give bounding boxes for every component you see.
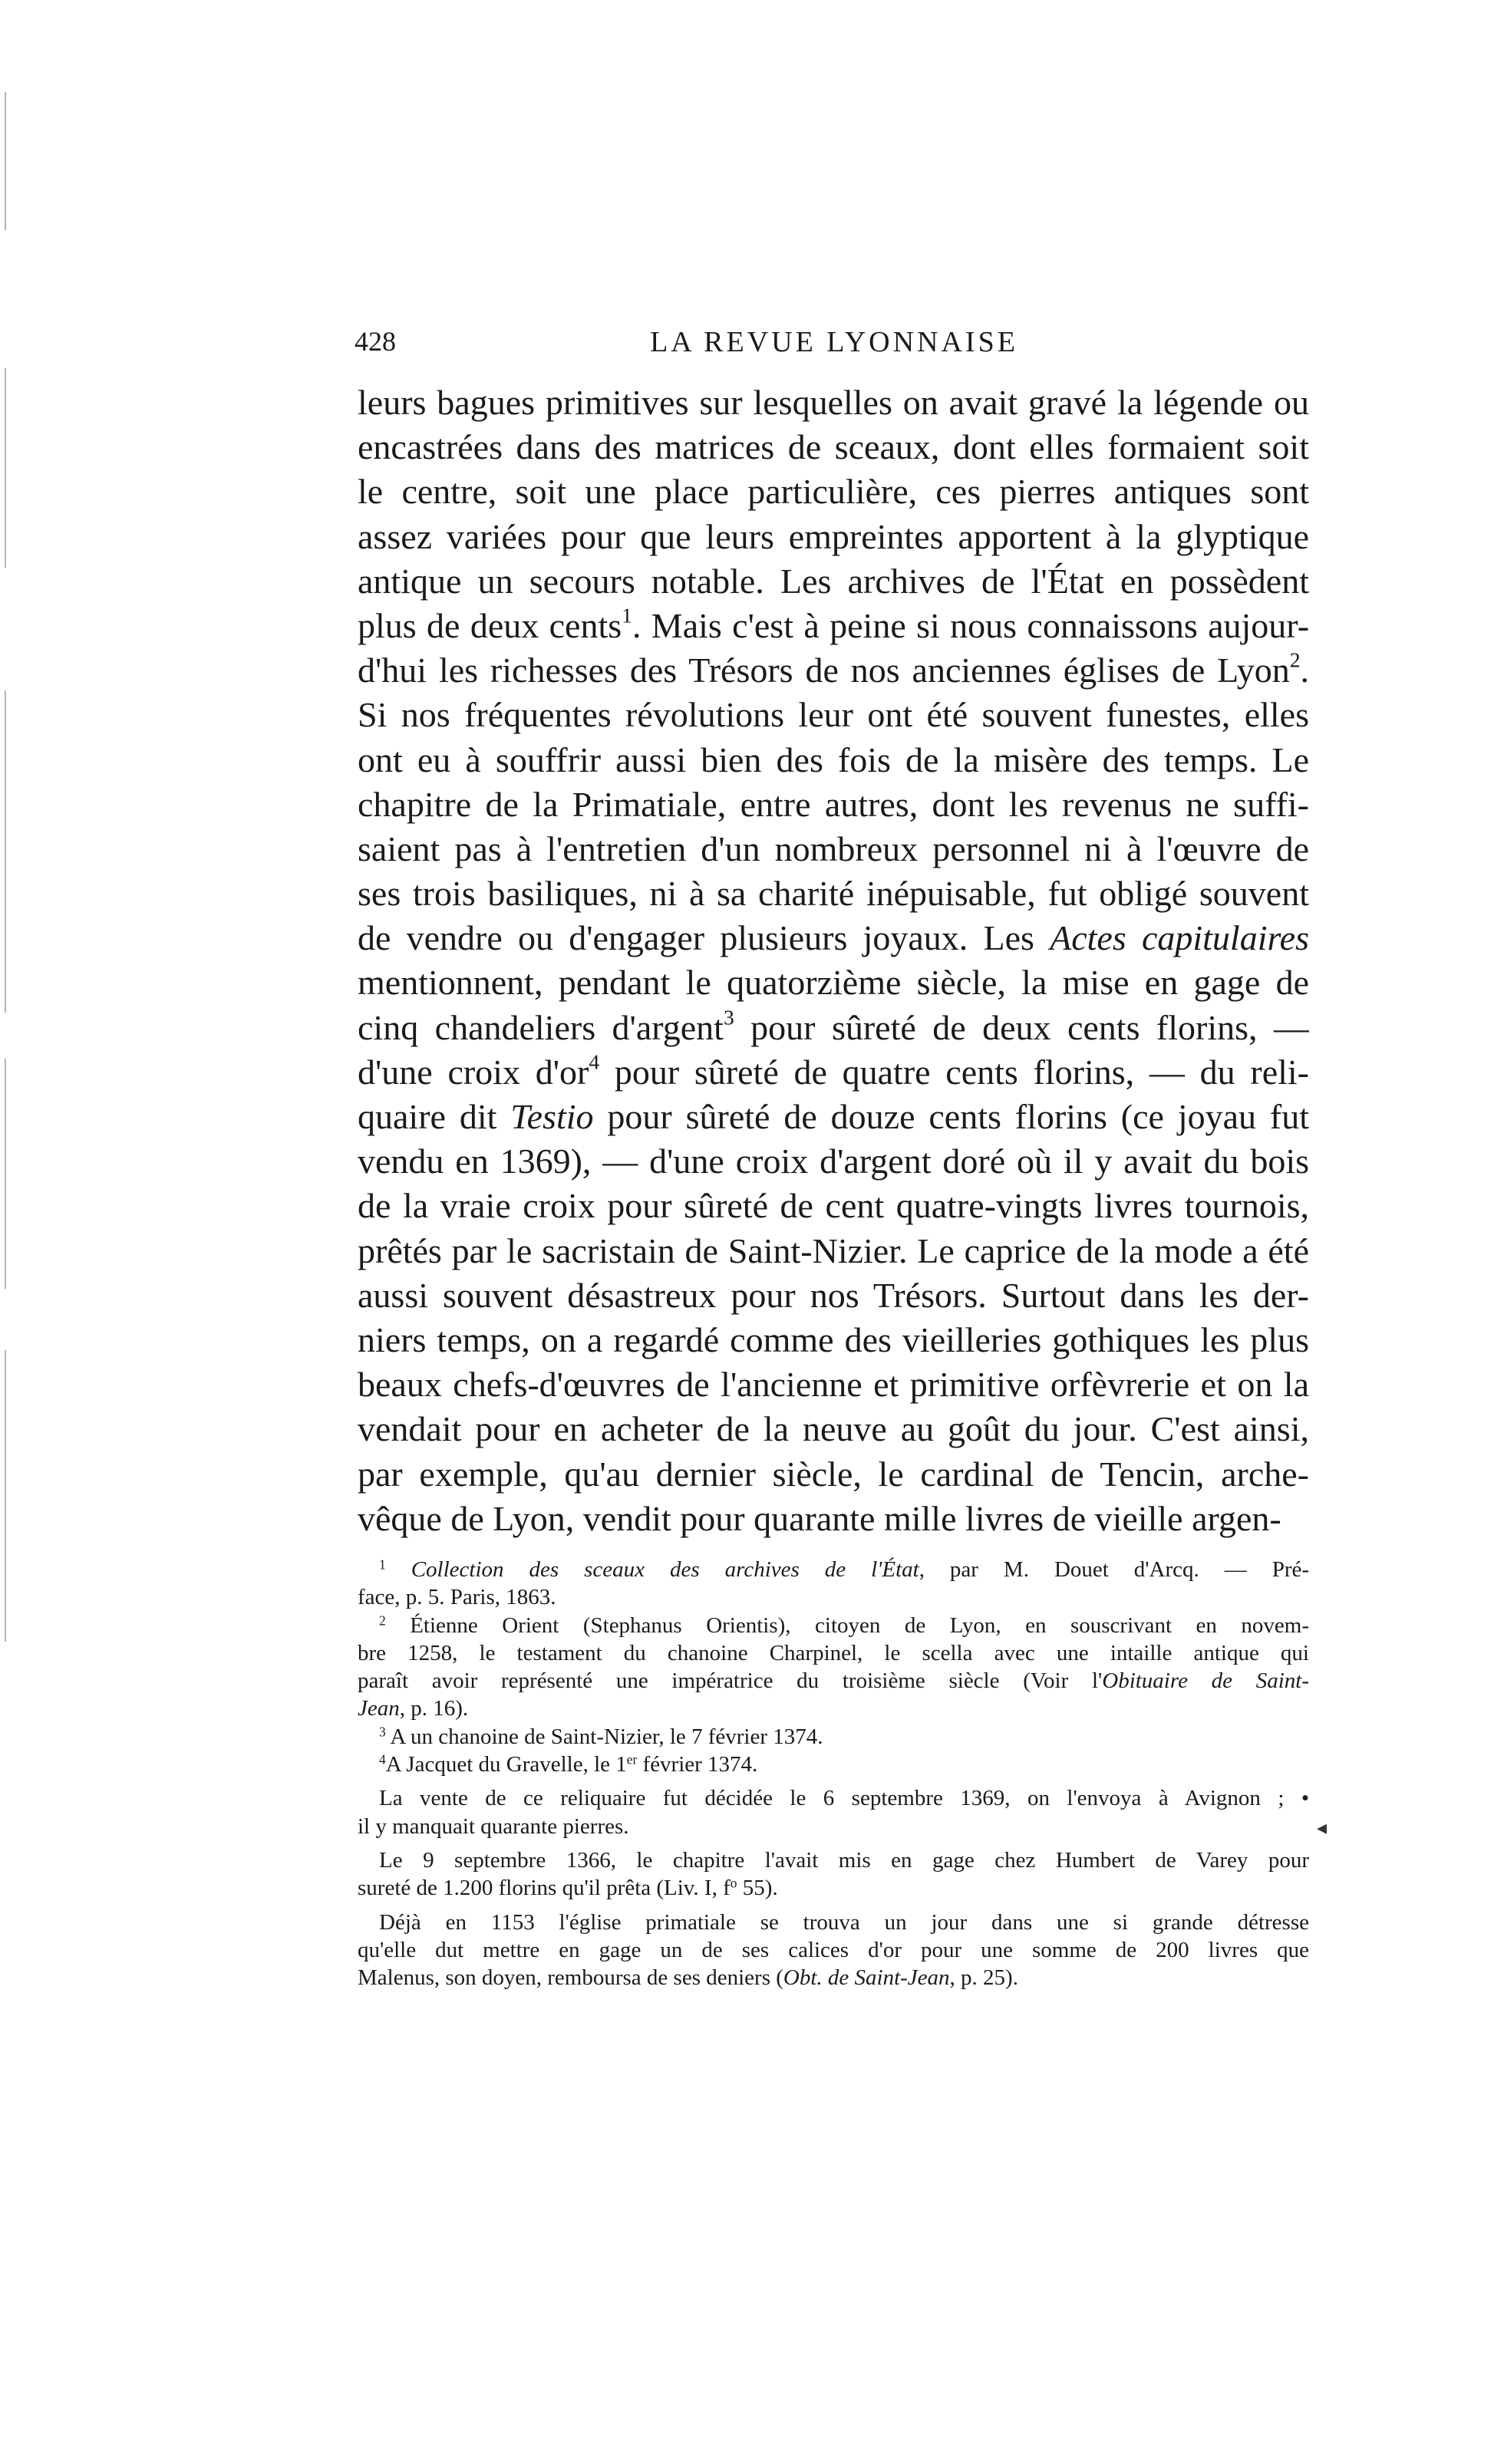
text-line: d'une croix $d'or^4$ pour sûreté de quatre cents florins, — du reli- (358, 1049, 1309, 1092)
footnote-line: paraît avoir représenté une impératrice du troisième siècle (Voir l'Obituaire de Saint- (358, 1668, 1309, 1694)
text-line: niers temps, on a regardé comme des vieilleries gothiques les plus (358, 1319, 1309, 1359)
footnote-marker: 4 (379, 1751, 386, 1767)
text-line: vêque de Lyon, vendit pour quarante mille livres de vieille argen- (358, 1498, 1281, 1538)
text-line: aussi souvent désastreux pour nos Trésors. Surtout dans les der- (358, 1275, 1309, 1315)
scan-edge-line (5, 690, 6, 1013)
text-line: antique un secours notable. Les archives de l'État en possèdent (358, 561, 1309, 601)
scan-edge-line (5, 368, 6, 568)
footnotes (358, 1556, 1309, 1991)
scan-edge-line (5, 92, 6, 230)
text-line: plus de deux cents$^1$. Mais c'est à peine si nous connaissons aujour- (358, 603, 1309, 645)
footnote-line: $^4$A Jacquet du Gravelle, le 1er février 1374. (379, 1751, 758, 1777)
footnote-ref: 4 (589, 1049, 600, 1074)
footnote-ref: 2 (1289, 648, 1301, 672)
text-line: de vendre ou d'engager plusieurs joyaux. Les Actes capitulaires (358, 918, 1309, 958)
footnote-line: $^1$ Collection des sceaux des archives de l'État, par M. Douet d'Arcq. — Pré- (379, 1556, 1309, 1582)
footnote-line: Malenus, son doyen, remboursa de ses deniers (Obt. de Saint-Jean, p. 25). (358, 1965, 1018, 1991)
text-line: cinq chandeliers d'argent$^3$ pour sûreté de deux cents florins, — (358, 1005, 1309, 1047)
italic-title: Actes capitulaires (1050, 918, 1309, 958)
scan-edge-line (5, 1350, 6, 1642)
footnote-line: Le 9 septembre 1366, le chapitre l'avait mis en gage chez Humbert de Varey pour (379, 1847, 1309, 1873)
body-text (358, 380, 1309, 1541)
text-line: assez variées pour que leurs empreintes apportent à la glyptique (358, 516, 1309, 556)
footnote-line: $^2$ Étienne Orient (Stephanus Orientis), citoyen de Lyon, en souscrivant en novem- (379, 1612, 1309, 1638)
italic-name: Testio (510, 1097, 594, 1136)
text-line: vendu en 1369), — d'une croix d'argent doré où il y avait du bois (358, 1141, 1309, 1181)
text-line: prêtés par le sacristain de Saint-Nizier. Le caprice de la mode a été (358, 1230, 1309, 1270)
footnote-ref: 1 (622, 603, 632, 628)
footnote-marker: 1 (379, 1556, 386, 1573)
footnote-line: bre 1258, le testament du chanoine Charpinel, le scella avec une intaille antique qui (358, 1640, 1309, 1665)
text-line: le centre, soit une place particulière, ces pierres antiques sont (358, 472, 1309, 512)
footnote-marker: 3 (379, 1724, 386, 1740)
footnote-line: sureté de 1.200 florins qu'il prêta (Liv. I, $f^o$ 55). (358, 1875, 778, 1901)
text-line: leurs bagues primitives sur lesquelles on avait gravé la légende ou (358, 383, 1309, 422)
text-line: ont eu à souffrir aussi bien des fois de la misère des temps. Le (358, 740, 1309, 779)
stray-mark: ◂ (1317, 1817, 1328, 1839)
text-line: de la vraie croix pour sûreté de cent quatre-vingts livres tournois, (358, 1186, 1309, 1226)
text-line: ses trois basiliques, ni à sa charité inépuisable, fut obligé souvent (358, 874, 1309, 914)
footnote-line: Jean, p. 16). (358, 1696, 469, 1721)
page-header (355, 325, 1314, 371)
text-line: beaux chefs-d'œuvres de l'ancienne et primitive orfèvrerie et on la (358, 1365, 1309, 1405)
page-number: 428 (355, 326, 396, 357)
footnote-line: $^3$ A un chanoine de Saint-Nizier, le 7 février 1374. (379, 1724, 823, 1749)
text-line: Si nos fréquentes révolutions leur ont été souvent funestes, elles (358, 695, 1309, 735)
footnote-line: Déjà en 1153 l'église primatiale se trouva un jour dans une si grande détresse (379, 1909, 1309, 1935)
text-line: quaire dit Testio pour sûreté de douze cents florins (ce joyau fut (358, 1097, 1309, 1136)
footnote-line: face, p. 5. Paris, 1863. (358, 1585, 556, 1610)
text-line: chapitre de la Primatiale, entre autres, dont les revenus ne suffi- (358, 784, 1309, 824)
footnote-ref: 3 (723, 1005, 734, 1029)
text-line: par exemple, qu'au dernier siècle, le cardinal de Tencin, arche- (358, 1454, 1309, 1494)
running-title: LA REVUE LYONNAISE (650, 326, 1018, 358)
footnote-line: qu'elle dut mettre en gage un de ses calices d'or pour une somme de 200 livres que (358, 1937, 1309, 1962)
footnote-marker: 2 (379, 1612, 386, 1629)
scan-edge-line (5, 1059, 6, 1289)
text-line: vendait pour en acheter de la neuve au goût du jour. C'est ainsi, (358, 1409, 1309, 1449)
text-line: encastrées dans des matrices de sceaux, dont elles formaient soit (358, 427, 1309, 467)
text-line: saient pas à l'entretien d'un nombreux personnel ni à l'œuvre de (358, 828, 1309, 868)
text-line: d'hui les richesses des Trésors de nos anciennes églises de Lyon$^2$. (358, 648, 1309, 690)
stray-bullet: • (1301, 1786, 1309, 1811)
footnote-line: La vente de ce reliquaire fut décidée le 6 septembre 1369, on l'envoya à Avignon ; • (379, 1786, 1309, 1811)
text-line: mentionnent, pendant le quatorzième siècle, la mise en gage de (358, 963, 1309, 1003)
footnote-line: il y manquait quarante pierres. (358, 1813, 629, 1839)
